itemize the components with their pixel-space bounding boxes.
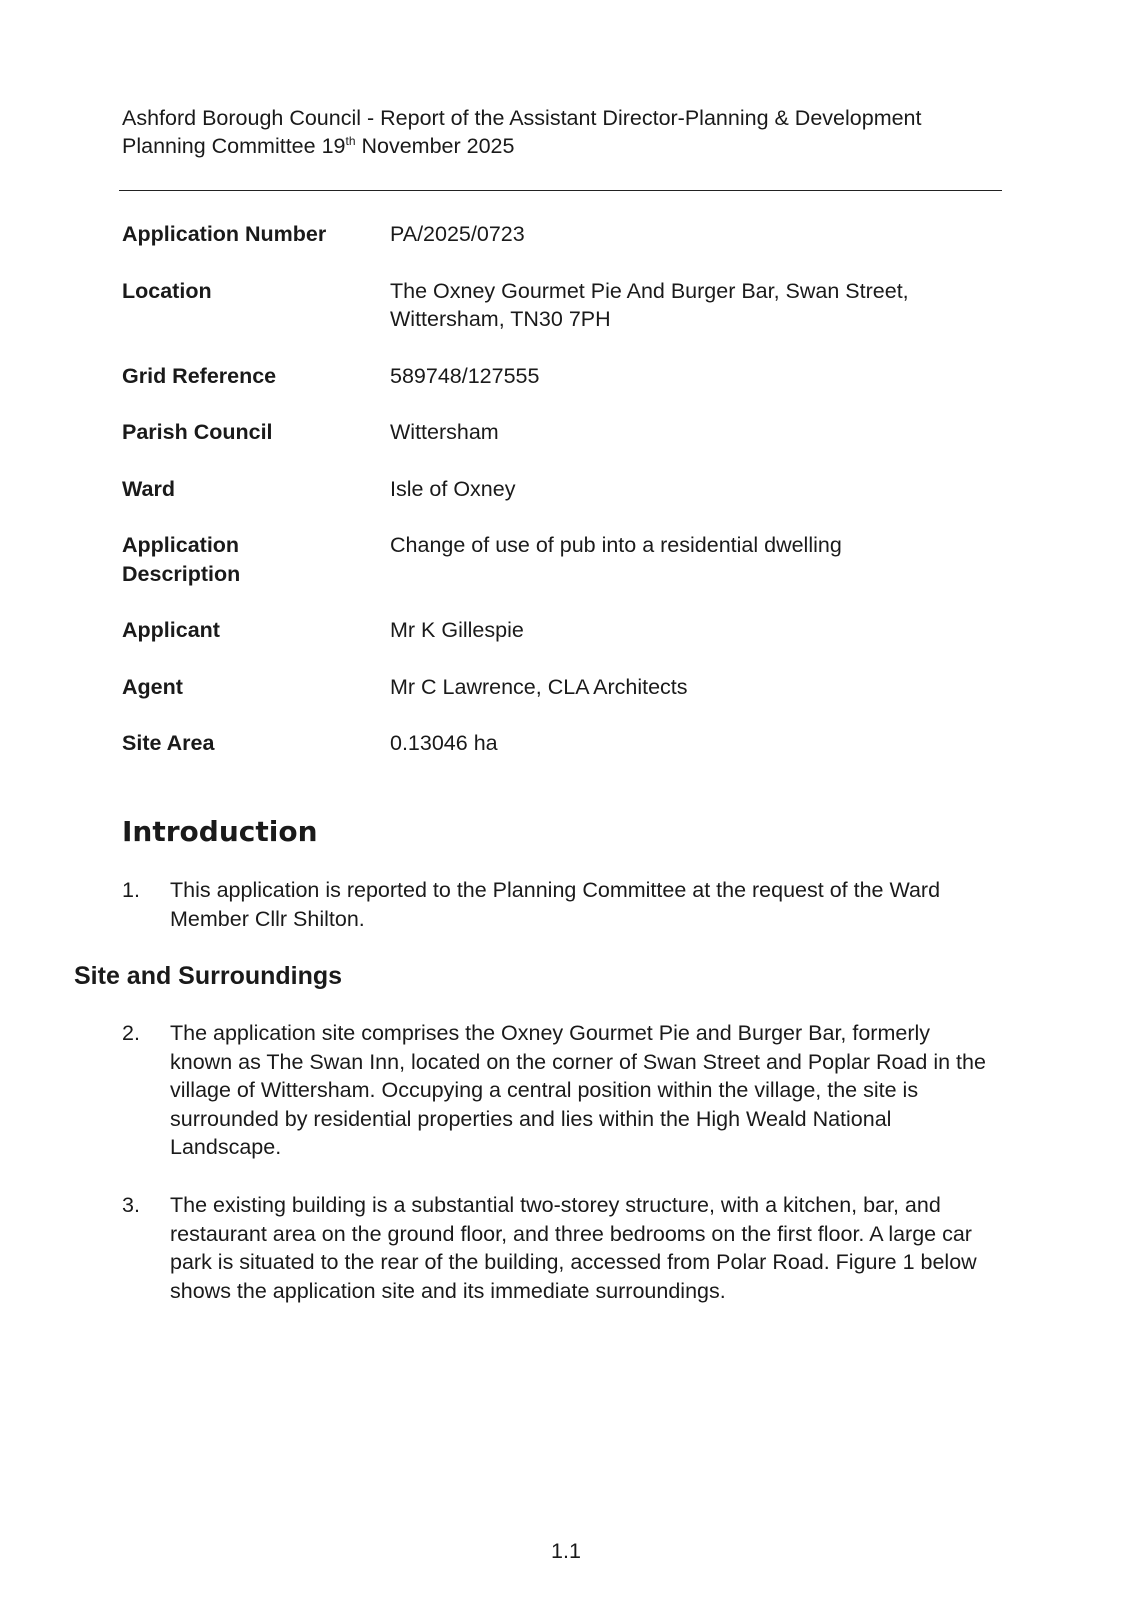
detail-value: Isle of Oxney: [390, 476, 516, 501]
header-line-2: [122, 132, 922, 160]
detail-value: Change of use of pub into a residential dwelling: [390, 533, 842, 557]
detail-row-ward: [122, 475, 1002, 504]
detail-row-applicant: [122, 616, 1002, 645]
application-details-table: [122, 220, 1002, 786]
detail-row-site-area: [122, 729, 1002, 758]
detail-label: Ward: [122, 476, 175, 501]
detail-value: 589748/127555: [390, 363, 540, 388]
detail-label: Agent: [122, 674, 183, 699]
paragraph-1: [122, 876, 1002, 933]
detail-label: Site Area: [122, 731, 215, 755]
detail-value: PA/2025/0723: [390, 222, 525, 246]
date-ordinal-suffix: th: [345, 133, 356, 148]
paragraph-text: The application site comprises the Oxney Gourmet Pie and Burger Bar, formerly known as The Swan Inn, located on the corner of Swan Street and Poplar Road in the village of Wittersham. Occupying a central position within the village, the site is surrounded by residential properties and lies within the High Weald National Landscape.: [170, 1021, 986, 1160]
detail-label: Location: [122, 278, 212, 303]
header-divider: [119, 190, 1002, 191]
detail-row-location: [122, 277, 1002, 334]
detail-row-grid-reference: [122, 362, 1002, 391]
detail-row-application-number: [122, 220, 1002, 249]
detail-label: Application Number: [122, 222, 327, 246]
detail-value: 0.13046 ha: [390, 731, 498, 755]
detail-row-agent: [122, 673, 1002, 702]
committee-date: November 2025: [355, 134, 515, 158]
detail-value: The Oxney Gourmet Pie And Burger Bar, Swan Street, Wittersham, TN30 7PH: [390, 278, 909, 331]
paragraph-number: 2.: [122, 1021, 140, 1045]
page-number: 1.1: [551, 1539, 581, 1563]
report-header: [122, 104, 922, 160]
detail-value: Mr K Gillespie: [390, 618, 524, 642]
detail-label: Applicant: [122, 618, 220, 642]
detail-value: Wittersham: [390, 420, 499, 444]
detail-row-application-description: [122, 531, 1002, 588]
paragraph-number: 3.: [122, 1193, 140, 1217]
detail-label: Application Description: [122, 533, 241, 586]
header-line-1: Ashford Borough Council - Report of the Assistant Director-Planning & Development: [122, 106, 922, 130]
site-surroundings-heading: Site and Surroundings: [74, 962, 343, 990]
detail-label: Grid Reference: [122, 363, 277, 388]
committee-label: Planning Committee 19: [122, 134, 346, 158]
detail-row-parish-council: [122, 418, 1002, 447]
paragraph-number: 1.: [122, 878, 140, 902]
paragraph-text: This application is reported to the Planning Committee at the request of the Ward Member Cllr Shilton.: [170, 878, 941, 931]
detail-value: Mr C Lawrence, CLA Architects: [390, 674, 688, 699]
paragraph-3: [122, 1191, 1002, 1305]
introduction-heading: Introduction: [122, 815, 318, 848]
paragraph-text: The existing building is a substantial two-storey structure, with a kitchen, bar, and restaurant area on the ground floor, and three bedrooms on the first floor. A large car park is situated to the rear of the building, accessed from Polar Road. Figure 1 below shows the application site and its immediate surroundings.: [170, 1193, 977, 1303]
paragraph-2: [122, 1019, 1002, 1162]
detail-label: Parish Council: [122, 420, 273, 444]
